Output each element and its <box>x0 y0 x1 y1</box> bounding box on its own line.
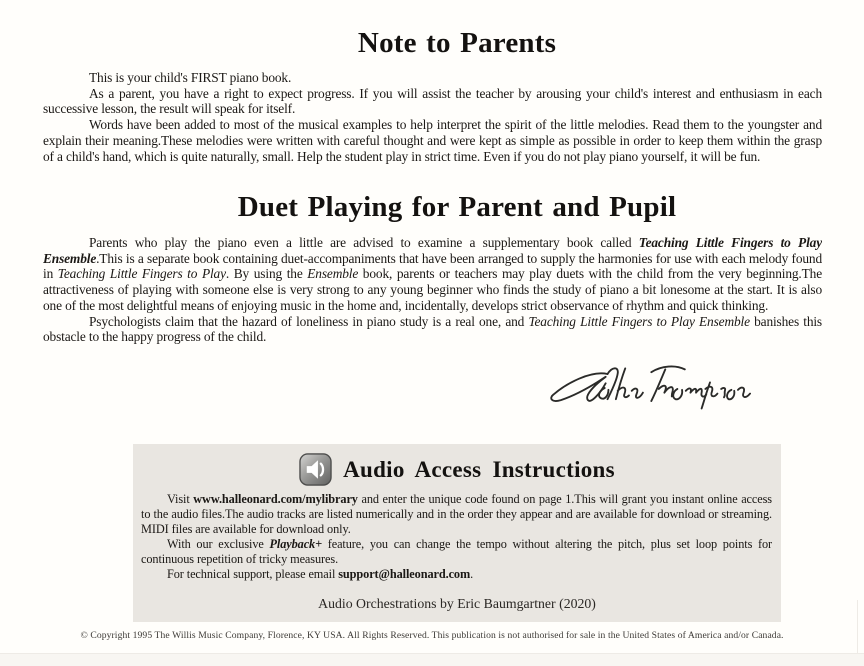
paragraph: With our exclusive Playback+ feature, you can change the tempo without altering the pitch, plus set loop points for continuous repetition of tricky measures. <box>141 537 772 566</box>
duet-playing-body <box>43 235 822 363</box>
note-to-parents-body <box>43 70 822 184</box>
copyright-line: © Copyright 1995 The Willis Music Company, Florence, KY USA. All Rights Reserved. This publication is not authorised for sale in the United States of America and/or Canada. <box>80 630 784 641</box>
paragraph: Psychologists claim that the hazard of loneliness in piano study is a real one, and Teaching Little Fingers to Play Ensemble banishes this obstacle to the happy progress of the child. <box>43 313 822 345</box>
audio-box-header <box>133 452 781 487</box>
audio-box-title: Audio Access Instructions <box>343 456 615 482</box>
page-bottom-edge <box>0 653 864 666</box>
audio-box-body <box>141 492 772 584</box>
speaker-icon <box>299 453 332 486</box>
page-right-edge <box>857 600 858 653</box>
paragraph: Parents who play the piano even a little are advised to examine a supplementary book called Teaching Little Fingers to Play Ensemble.This is a separate book containing duet-accompaniments that have been arranged to supply the harmonies for use with each melody found in Teaching Little Fingers to Play. By using the Ensemble book, parents or teachers may play duets with the child from the very beginning.The attractiveness of playing with someone else is very strong to any young beginner who finds the study of piano a bit lonesome at the start. It is also one of the most delightful means of enjoying music in the home and, incidentally, develops strict observance of rhythm and quick thinking. <box>43 235 822 313</box>
audio-access-box <box>133 444 781 622</box>
audio-credit-line: Audio Orchestrations by Eric Baumgartner (2020) <box>318 596 596 611</box>
paragraph: As a parent, you have a right to expect progress. If you will assist the teacher by arousing your child's interest and enthusiasm in each successive lesson, the result will speak for itself. <box>43 85 822 117</box>
signature-john-thompson <box>546 361 751 415</box>
paragraph: Visit www.halleonard.com/mylibrary and enter the unique code found on page 1.This will grant you instant online access to the audio files.The audio tracks are listed numerically and in the order they appear and are available for download or streaming. MIDI files are available for download only. <box>141 492 772 536</box>
section-title-duet-playing: Duet Playing for Parent and Pupil <box>237 191 677 223</box>
paragraph: Words have been added to most of the musical examples to help interpret the spirit of the little melodies. Read them to the youngster and explain their meaning.These melodies were written with careful thought and were kept as simple as possible in order to keep them within the grasp of a child's hand, which is quite naturally, small. Help the student play in strict time. Even if you do not play piano yourself, it will be fun. <box>43 117 822 164</box>
paragraph: This is your child's FIRST piano book. <box>89 70 292 85</box>
section-title-note-to-parents: Note to Parents <box>357 27 557 59</box>
paragraph: For technical support, please email support@halleonard.com. <box>167 567 474 581</box>
